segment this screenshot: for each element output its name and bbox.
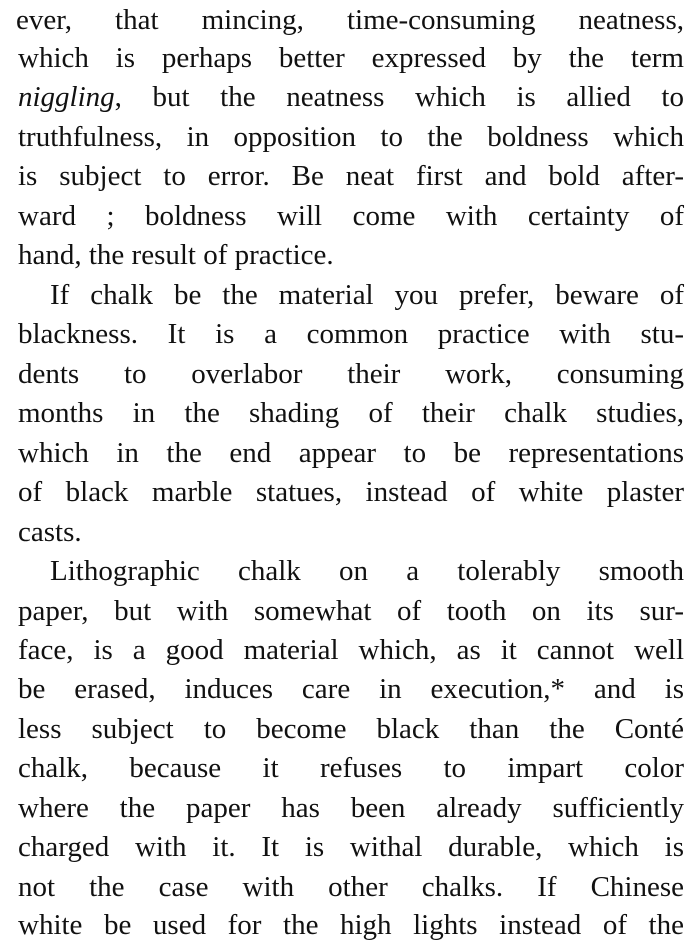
text-line: charged with it. It is withal durable, which is: [18, 831, 684, 863]
text-line: dents to overlabor their work, consuming: [18, 358, 684, 390]
text-line: face, is a good material which, as it cannot well: [18, 634, 684, 666]
text-line: where the paper has been already sufficiently: [18, 792, 684, 824]
text-line-rest: , but the neatness which is allied to: [114, 81, 684, 113]
paragraph-start-line: If chalk be the material you prefer, beware of: [50, 279, 684, 311]
text-line: paper, but with somewhat of tooth on its sur-: [18, 595, 684, 627]
text-line: [18, 77, 684, 117]
paragraph-start-line: Lithographic chalk on a tolerably smooth: [50, 555, 684, 587]
italic-term: niggling: [18, 81, 115, 113]
text-line: which in the end appear to be representations: [18, 437, 684, 469]
text-line: blackness. It is a common practice with stu-: [18, 318, 684, 350]
text-line: ward ; boldness will come with certainty of: [18, 200, 684, 232]
text-line: of black marble statues, instead of white plaster: [18, 476, 684, 508]
text-line: be erased, induces care in execution,* and is: [18, 673, 684, 705]
text-line: is subject to error. Be neat first and bold after-: [18, 160, 684, 192]
text-line: which is perhaps better expressed by the term: [18, 42, 684, 74]
text-line: truthfulness, in opposition to the boldness which: [18, 121, 684, 153]
text-line: hand, the result of practice.: [18, 239, 334, 271]
text-line: not the case with other chalks. If Chinese: [18, 871, 684, 903]
text-line: casts.: [18, 516, 82, 548]
text-line: months in the shading of their chalk studies,: [18, 397, 684, 429]
text-line: less subject to become black than the Conté: [18, 713, 684, 745]
text-line: ever, that mincing, time-consuming neatness,: [16, 4, 684, 36]
text-line: chalk, because it refuses to impart color: [18, 752, 684, 784]
text-line: white be used for the high lights instead of the: [18, 909, 684, 941]
